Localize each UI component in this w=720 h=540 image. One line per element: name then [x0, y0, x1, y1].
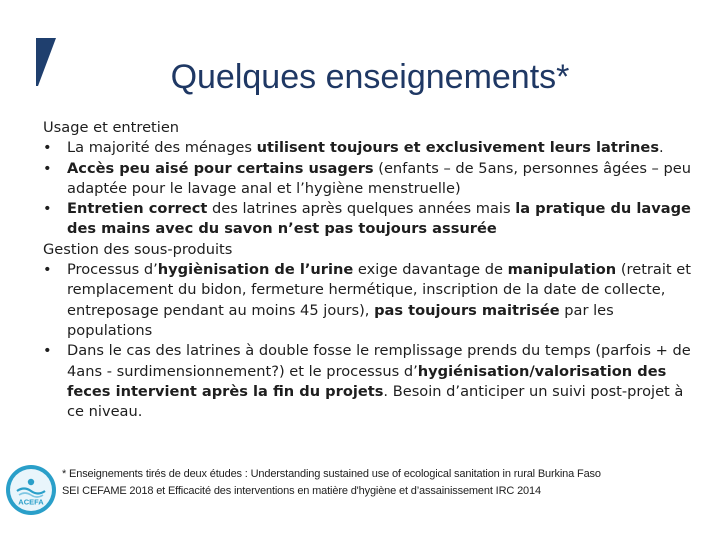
acefa-logo-icon — [5, 464, 57, 516]
bullet-icon: • — [43, 342, 52, 360]
usage-bullet-list — [43, 138, 693, 239]
bullet-icon: • — [43, 261, 52, 279]
list-item: • Dans le cas des latrines à double fosse le remplissage prends du temps (parfois + de 4ans - surdimensionnement?) et le processus d’hygiénisation/valorisation des feces intervient après la fin du projets. Besoin d’anticiper un suivi post-projet à ce niveau. — [43, 342, 691, 421]
list-item: • La majorité des ménages utilisent toujours et exclusivement leurs latrines. — [43, 138, 693, 158]
bullet-icon: • — [43, 139, 52, 157]
slide-title: Quelques enseignements* — [170, 58, 570, 96]
footnote — [62, 466, 720, 500]
logo-text: ACEFA — [18, 497, 44, 507]
list-item: • Processus d’hygiènisation de l’urine exige davantage de manipulation (retrait et remplacement du bidon, fermeture hermétique, inscription de la date de collecte, entreposage pendant au moins 45 jours), pas toujours maitrisée par les populations — [43, 261, 691, 339]
section-heading-usage: Usage et entretien — [43, 119, 180, 136]
list-item: • Entretien correct des latrines après quelques années mais la pratique du lavage des mains avec du savon n’est pas toujours assurée — [43, 200, 691, 238]
section-heading-by-products: Gestion des sous-produits — [43, 240, 233, 258]
footnote-line: * Enseignements tirés de deux études : Understanding sustained use of ecological sanitation in rural Burkina Faso — [62, 468, 601, 480]
by-products-bullet-list — [43, 260, 693, 422]
footnote-line: SEI CEFAME 2018 et Efficacité des interventions en matière d'hygiène et d’assainissement IRC 2014 — [62, 485, 541, 497]
bullet-icon: • — [43, 159, 52, 177]
slide-body — [43, 118, 693, 422]
bullet-icon: • — [43, 200, 52, 218]
list-item: • Accès peu aisé pour certains usagers (enfants – de 5ans, personnes âgées – peu adaptée pour le lavage anal et l’hygiène menstruelle) — [43, 159, 691, 197]
